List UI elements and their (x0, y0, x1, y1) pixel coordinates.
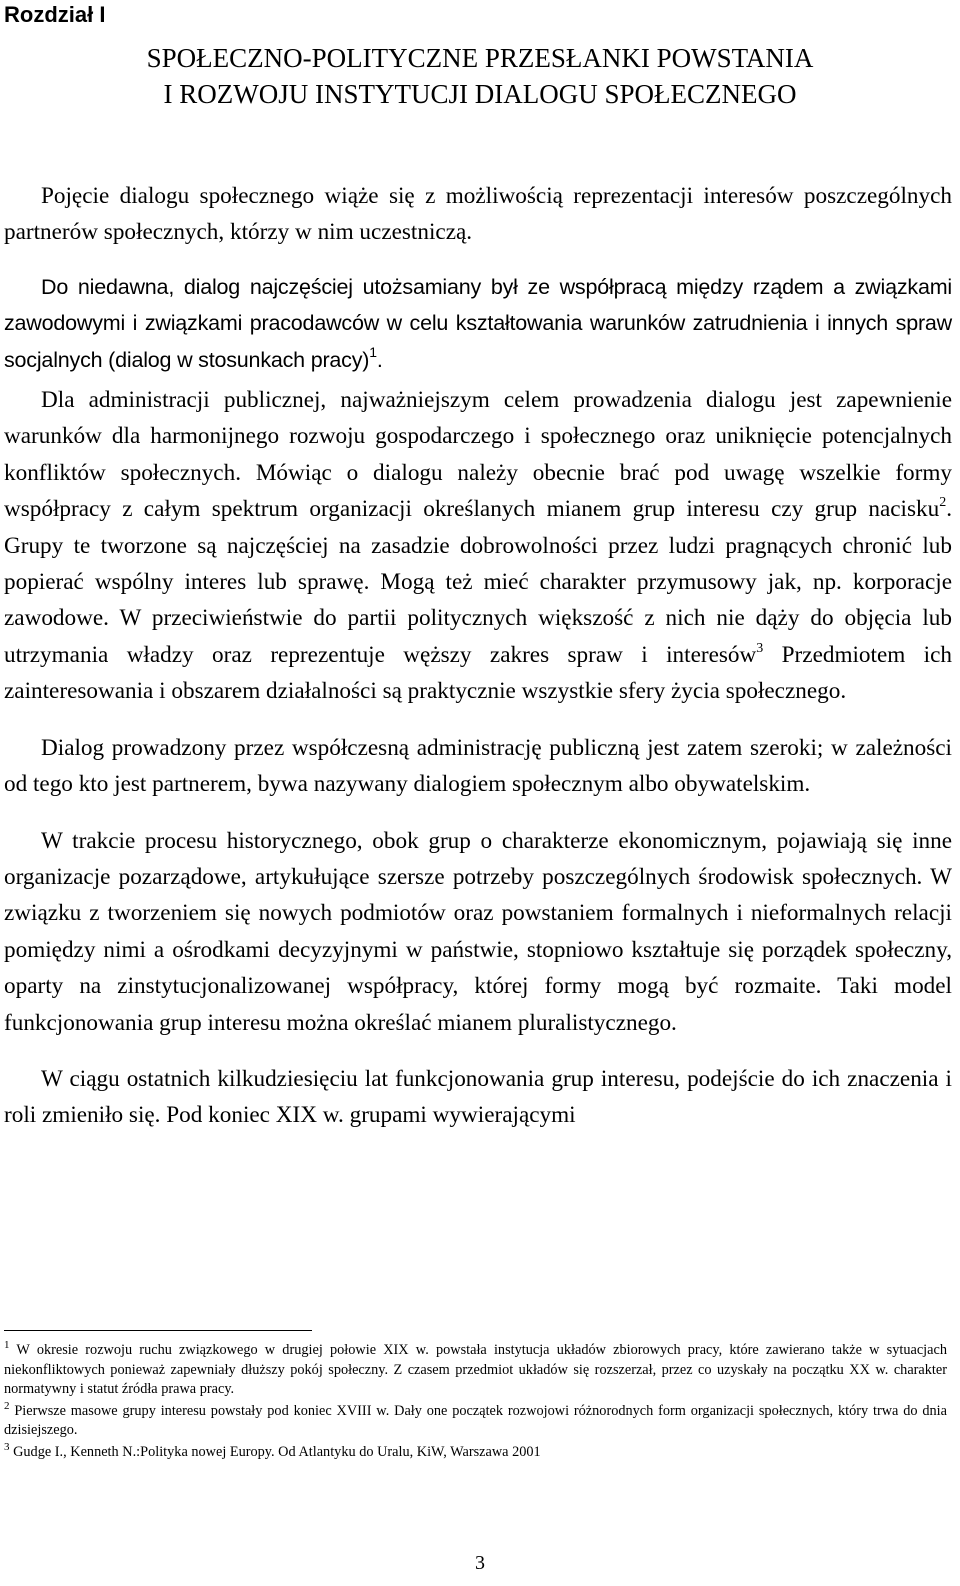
paragraph-1-text: Pojęcie dialogu społecznego wiąże się z możliwością reprezentacji interesów poszczególnych partnerów społecznych, którzy w nim uczestniczą. (4, 183, 952, 246)
footnote-ref-1[interactable]: 1 (369, 343, 377, 360)
footnote-2 (4, 1399, 947, 1441)
page-number: 3 (475, 1552, 485, 1574)
footnote-1-number: 1 (4, 1339, 10, 1351)
footnote-2-text: Pierwsze masowe grupy interesu powstały pod koniec XVIII w. Dały one początek rozwojowi różnorodnych form organizacji społecznych, który trwa do dnia dzisiejszego. (4, 1402, 947, 1438)
paragraph-6-text: W ciągu ostatnich kilkudziesięciu lat funkcjonowania grup interesu, podejście do ich znaczenia i roli zmieniło się. Pod koniec XIX w. grupami wywierającymi (4, 1065, 952, 1129)
footnote-3-number: 3 (4, 1440, 10, 1453)
chapter-title-line-2: I ROZWOJU INSTYTUCJI DIALOGU SPOŁECZNEGO (163, 79, 797, 109)
footnote-ref-3[interactable]: 3 (756, 640, 764, 656)
footnote-1 (4, 1341, 947, 1400)
paragraph-3-part-3: Przedmiotem ich zainteresowania i obszarem działalności są praktycznie wszystkie sfery życia społecznego. (4, 641, 953, 705)
footnote-3-text: Gudge I., Kenneth N.:Polityka nowej Europy. Od Atlantyku do Uralu, KiW, Warszawa 2001 (9, 1443, 541, 1460)
footnotes (4, 1341, 947, 1462)
footnote-1-text: W okresie rozwoju ruchu związkowego w drugiej połowie XIX w. powstała instytucja układów zbiorowych pracy, które zawierano także w sytuacjach niekonfliktowych ponieważ zapewniały dłuższy pokój społeczny. Z czasem przedmiot układów się rozszerzał, przez co uzyskały na początku XX w. charakter normatywny i statut źródła prawa pracy. (4, 1342, 947, 1397)
paragraph-2 (4, 269, 952, 378)
paragraph-3-part-1: Dla administracji publicznej, najważniejszym celem prowadzenia dialogu jest zapewnienie warunków dla harmonijnego rozwoju gospodarczego i społecznego oraz uniknięcie potencjalnych konfliktów społecznych. Mówiąc o dialogu należy obecnie brać pod uwagę wszelkie formy współpracy z całym spektrum organizacji określanych mianem grup interesu czy grup nacisku (4, 387, 952, 523)
paragraph-2-end: . (376, 347, 383, 372)
footnote-2-number: 2 (4, 1399, 10, 1412)
paragraph-5 (4, 823, 952, 1041)
chapter-label: Rozdział I (4, 2, 106, 27)
paragraph-2-text: Do niedawna, dialog najczęściej utożsamiany był ze współpracą między rządem a związkami zawodowymi i związkami pracodawców w celu kształtowania warunków zatrudnienia i innych spraw socjalnych (dialog w stosunkach pracy) (4, 274, 952, 372)
paragraph-4-text: Dialog prowadzony przez współczesną administrację publiczną jest zatem szeroki; w zależności od tego kto jest partnerem, bywa nazywany dialogiem społecznym albo obywatelskim. (4, 734, 952, 798)
body-text (4, 178, 952, 1134)
footnote-ref-2[interactable]: 2 (939, 495, 947, 511)
paragraph-1 (4, 178, 952, 251)
chapter-title-line-1: SPOŁECZNO-POLITYCZNE PRZESŁANKI POWSTANIA (146, 43, 814, 73)
paragraph-3 (4, 382, 952, 710)
footnote-separator (4, 1330, 312, 1331)
paragraph-4 (4, 730, 952, 803)
paragraph-3-part-2: . Grupy te tworzone są najczęściej na zasadzie dobrowolności przez ludzi pragnących chronić lub popierać wspólny interes lub sprawę. Mogą też mieć charakter przymusowy jak, np. korporacje zawodowe. W przeciwieństwie do partii politycznych większość z nich nie dąży do objęcia lub utrzymania władzy oraz reprezentuje węższy zakres spraw i interesów (4, 496, 952, 668)
paragraph-5-text: W trakcie procesu historycznego, obok grup o charakterze ekonomicznym, pojawiają się inne organizacje pozarządowe, artykułujące szersze potrzeby poszczególnych środowisk społecznych. W związku z tworzeniem się nowych podmiotów oraz powstaniem formalnych i nieformalnych relacji pomiędzy nimi a ośrodkami decyzyjnymi w państwie, stopniowo kształtuje się porządek społeczny, oparty na zinstytucjonalizowanej współpracy, której formy mogą być rozmaite. Taki model funkcjonowania grup interesu można określać mianem pluralistycznego. (4, 827, 952, 1036)
chapter-title (0, 40, 960, 112)
footnote-3 (4, 1440, 947, 1463)
paragraph-6 (4, 1061, 952, 1134)
